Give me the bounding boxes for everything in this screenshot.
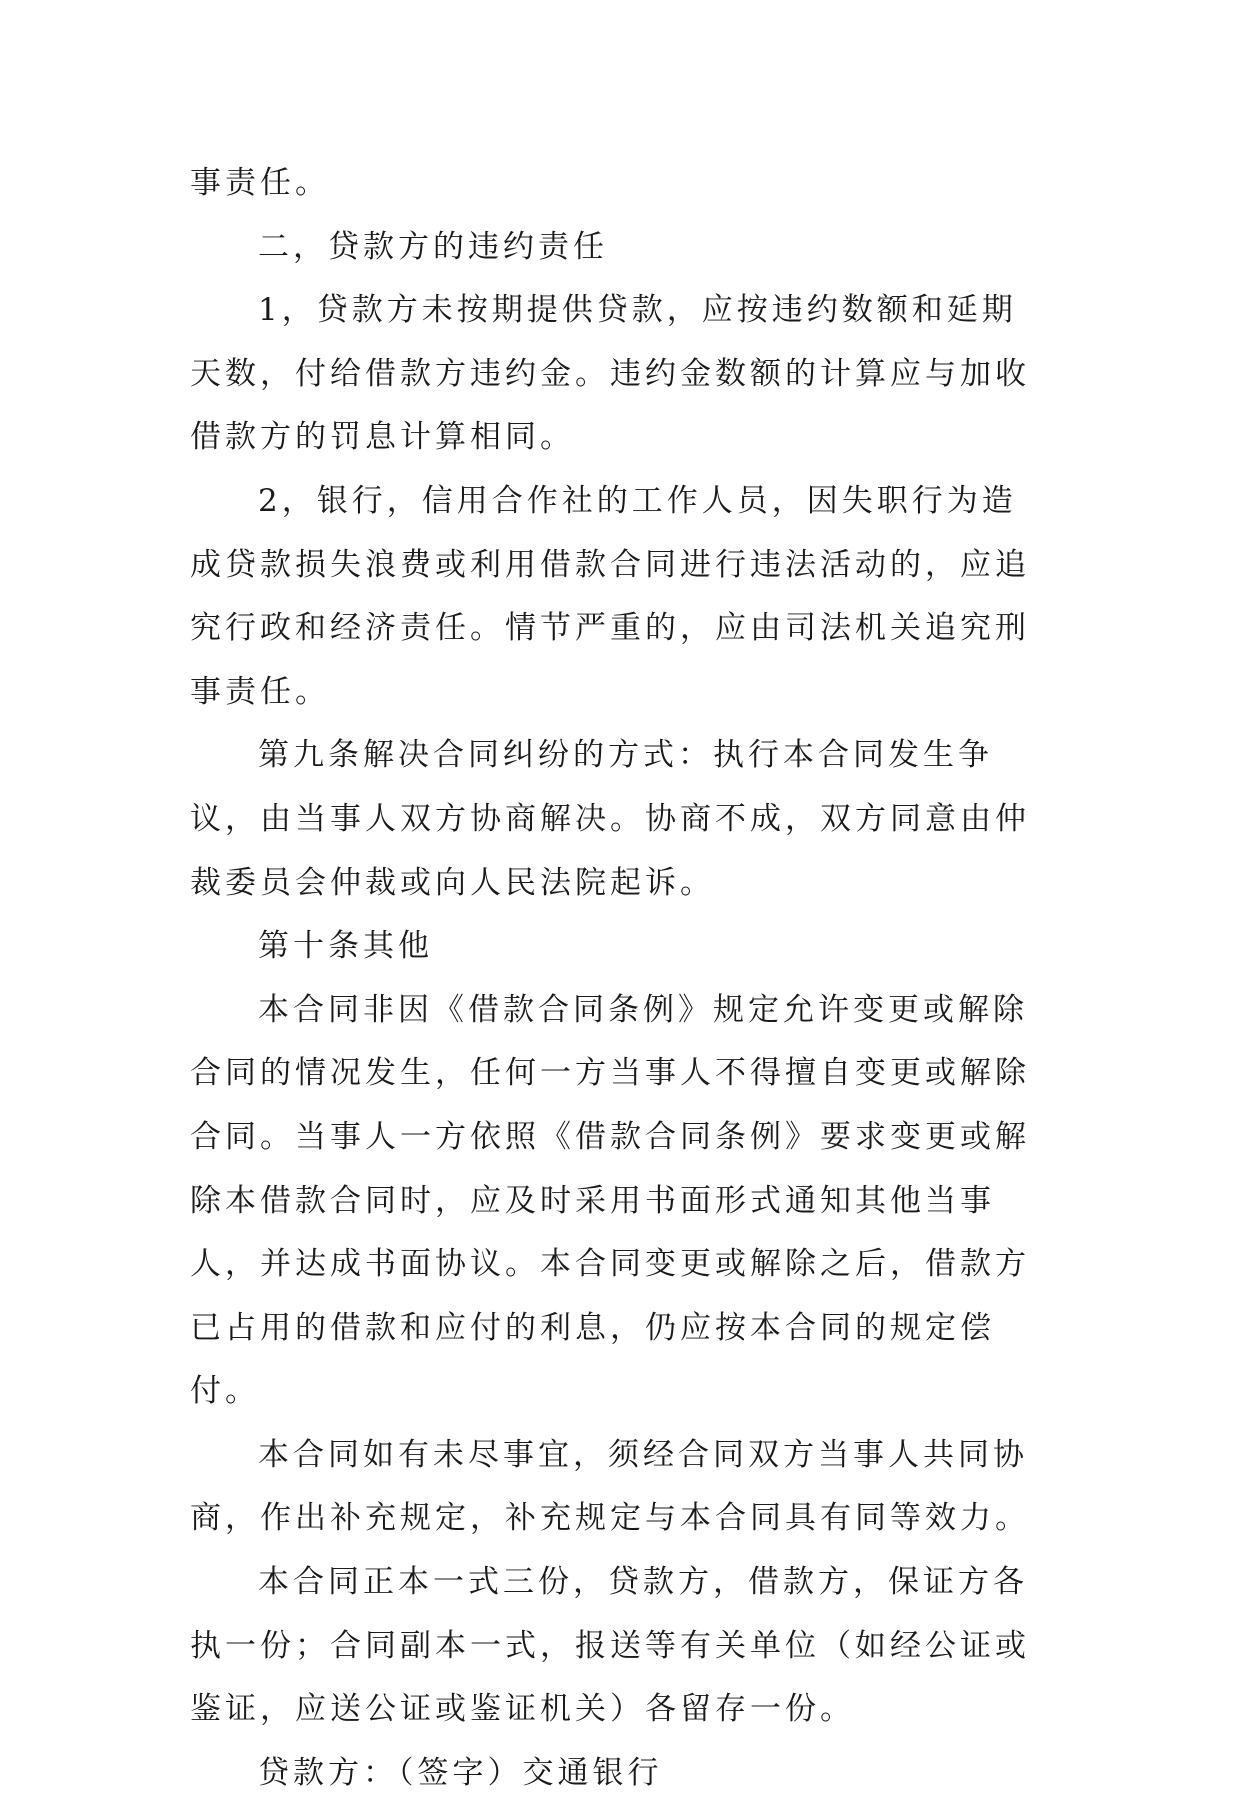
paragraph-article-9-disputes: 第九条解决合同纠纷的方式：执行本合同发生争议，由当事人双方协商解决。协商不成，双方同意由仲裁委员会仲裁或向人民法院起诉。 (190, 737, 1030, 901)
paragraph-contract-changes: 本合同非因《借款合同条例》规定允许变更或解除合同的情况发生，任何一方当事人不得擅自变更或解除合同。当事人一方依照《借款合同条例》要求变更或解除本借款合同时，应及时采用书面形式通知其他当事人，并达成书面协议。本合同变更或解除之后，借款方已占用的借款和应付的利息，仍应按本合同的规定偿付。 (190, 991, 1030, 1410)
paragraph-copies: 本合同正本一式三份，贷款方，借款方，保证方各执一份；合同副本一式，报送等有关单位（如经公证或鉴证，应送公证或鉴证机关）各留存一份。 (190, 1564, 1030, 1728)
document-body (190, 152, 1050, 1805)
paragraph-continuation: 事责任。 (190, 165, 330, 201)
paragraph-lender-late-loan: 1，贷款方未按期提供贷款，应按违约数额和延期天数，付给借款方违约金。违约金数额的计算应与加收借款方的罚息计算相同。 (190, 292, 1030, 456)
paragraph-lender-liability-heading: 二，贷款方的违约责任 (258, 228, 608, 265)
paragraph-article-10-heading: 第十条其他 (258, 928, 433, 965)
paragraph-lender-signature: 贷款方：（签字）交通银行 (258, 1754, 663, 1791)
paragraph-supplementary-provisions: 本合同如有未尽事宜，须经合同双方当事人共同协商，作出补充规定，补充规定与本合同具有同等效力。 (190, 1436, 1030, 1537)
paragraph-bank-staff-liability: 2，银行，信用合作社的工作人员，因失职行为造成贷款损失浪费或利用借款合同进行违法活动的，应追究行政和经济责任。情节严重的，应由司法机关追究刑事责任。 (190, 482, 1030, 710)
